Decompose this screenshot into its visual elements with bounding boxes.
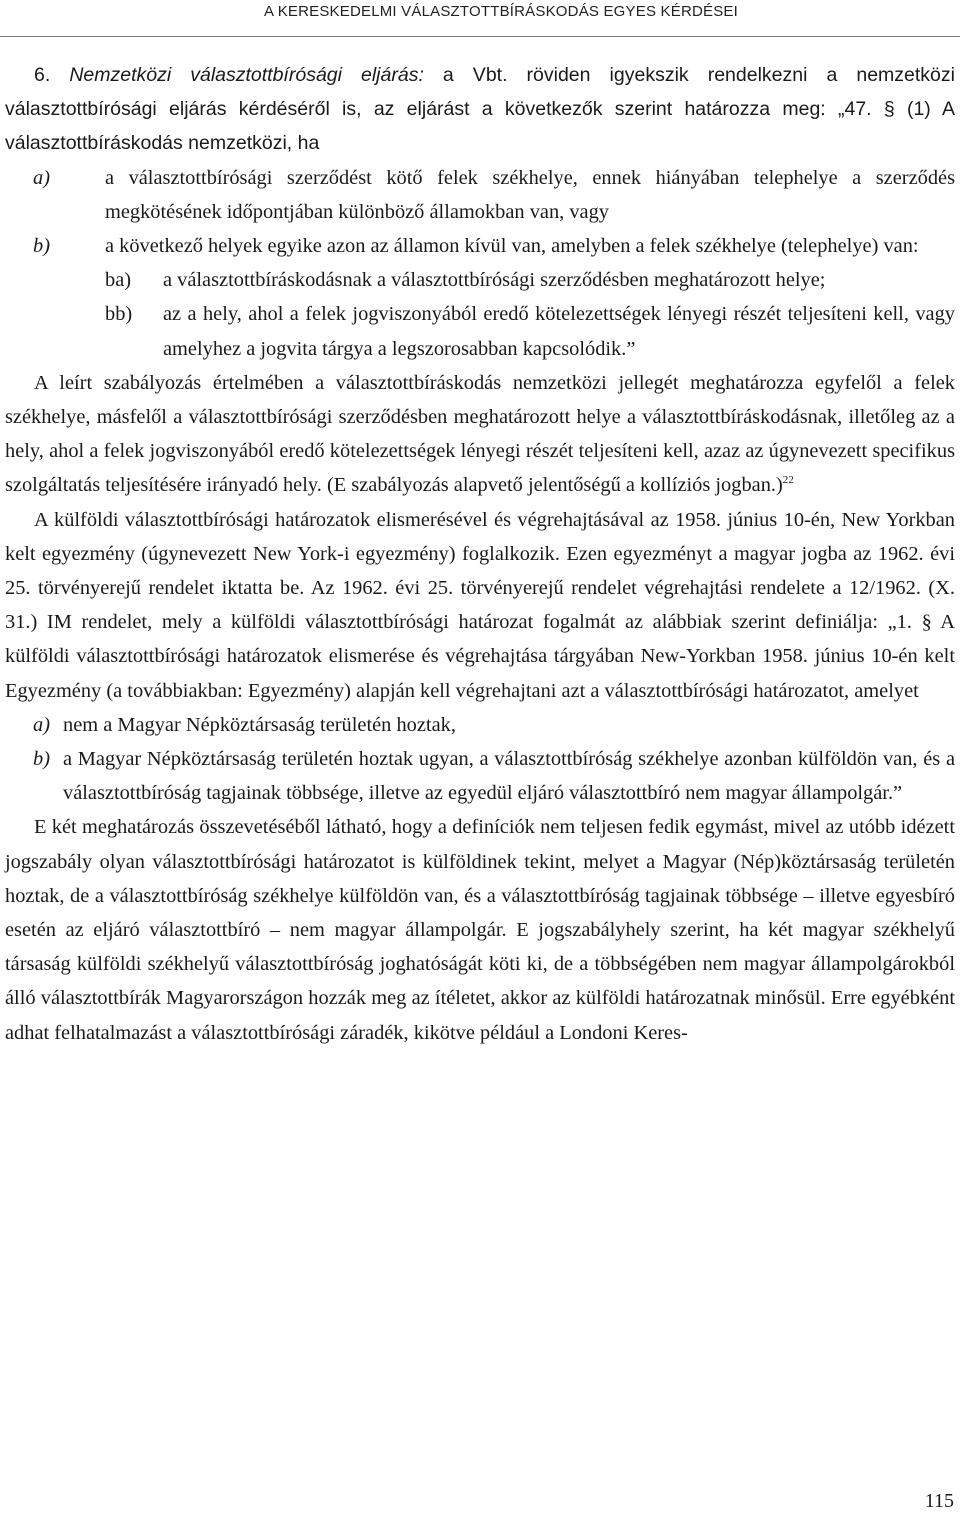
page-content bbox=[5, 58, 955, 1050]
section-6-title: Nemzetközi választottbírósági eljárás: bbox=[69, 64, 424, 86]
vbt-item-b bbox=[5, 229, 955, 263]
list-marker: a) bbox=[33, 166, 50, 189]
list-item-text: nem a Magyar Népköztársaság területén hoztak, bbox=[63, 713, 456, 736]
interpretation-text: A leírt szabályozás értelmében a választottbíráskodás nemzetközi jellegét meghatározza egyfelől a felek székhelye, másfelől a választottbírósági szerződésben meghatározott helye a választottbíráskodásnak, illetőleg az a hely, ahol a felek jogviszonyából eredő kötelezettségek lényegi részét teljesíteni kell, azaz az úgynevezett specifikus szolgáltatás teljesítésére irányadó hely. (E szabályozás alapvető jelentőségű a kollíziós jogban.) bbox=[5, 371, 955, 497]
comparison-paragraph: E két meghatározás összevetéséből látható, hogy a definíciók nem teljesen fedik egymást, mivel az utóbb idézett jogszabály olyan választottbírósági határozatot is külföldinek tekint, melyet a Magyar (Nép)köztársaság területén hoztak, de a választottbíróság székhelye külföldön van, és a választottbíróság tagjainak többsége – illetve egyesbíró esetén az eljáró választottbíró – nem magyar állampolgár. E jogszabályhely szerint, ha két magyar székhelyű társaság külföldi székhelyű választottbíróság joghatóságát köti ki, de a többségében nem magyar állampolgárokból álló választottbírák Magyarországon hozzák meg az ítéletet, akkor az külföldi határozatnak minősül. Erre egyébként adhat felhatalmazást a választottbírósági záradék, kikötve például a Londoni Keres- bbox=[5, 816, 955, 1044]
list-item-text: a Magyar Népköztársaság területén hoztak ugyan, a választottbíróság székhelye azonban külföldön van, és a választottbíróság tagjainak többsége, illetve az egyedül eljáró választottbíró nem magyar állampolgár.” bbox=[63, 748, 955, 805]
new-york-convention-paragraph: A külföldi választottbírósági határozatok elismerésével és végrehajtásával az 1958. június 10-én, New Yorkban kelt egyezmény (úgynevezett New York-i egyezmény) foglalkozik. Ezen egyezményt a magyar jogba az 1962. évi 25. törvényerejű rendelet iktatta be. Az 1962. évi 25. törvényerejű rendelet végrehajtási rendelete a 12/1962. (X. 31.) IM rendelet, mely a külföldi választottbírósági határozat fogalmát az alábbiak szerint definiálja: „1. § A külföldi választottbírósági határozatok elismerése és végrehajtása tárgyában New-Yorkban 1958. június 10-én kelt Egyezmény (a továbbiakban: Egyezmény) alapján kell végrehajtani azt a választottbírósági határozatot, amelyet bbox=[5, 508, 955, 702]
page-number: 115 bbox=[924, 1490, 954, 1512]
interpretation-paragraph bbox=[5, 366, 955, 503]
section-6-paragraph bbox=[5, 58, 955, 161]
im-item-b bbox=[5, 742, 955, 810]
footnote-ref: 22 bbox=[782, 474, 794, 487]
section-6-number: 6. bbox=[34, 64, 70, 86]
im-item-a bbox=[5, 708, 955, 742]
vbt-subitem-bb bbox=[5, 297, 955, 365]
list-marker: ba) bbox=[105, 269, 132, 292]
running-header: A KERESKEDELMI VÁLASZTOTTBÍRÁSKODÁS EGYES KÉRDÉSEI bbox=[263, 3, 738, 20]
list-marker: b) bbox=[33, 235, 50, 258]
list-marker: bb) bbox=[105, 303, 133, 326]
section-6-intro: a Vbt. röviden igyekszik rendelkezni a nemzetközi választottbírósági eljárás kérdéséről is, az eljárást a következők szerint határozza meg: „47. § (1) A választottbíráskodás nemzetközi, ha bbox=[5, 64, 955, 155]
vbt-subitem-ba bbox=[5, 263, 955, 297]
header-rule bbox=[0, 36, 960, 37]
list-item-text: a választottbírósági szerződést kötő felek székhelye, ennek hiányában telephelye a szerződés megkötésének időpontjában különböző államokban van, vagy bbox=[105, 166, 955, 223]
list-item-text: a választottbíráskodásnak a választottbírósági szerződésben meghatározott helye; bbox=[163, 269, 826, 292]
list-marker: b) bbox=[33, 748, 50, 771]
vbt-item-a bbox=[5, 161, 955, 229]
list-item-text: a következő helyek egyike azon az államon kívül van, amelyben a felek székhelye (telephelye) van: bbox=[105, 235, 919, 258]
list-marker: a) bbox=[33, 713, 50, 736]
list-item-text: az a hely, ahol a felek jogviszonyából eredő kötelezettségek lényegi részét teljesíteni kell, vagy amelyhez a jogvita tárgya a legszorosabban kapcsolódik.” bbox=[163, 303, 955, 360]
